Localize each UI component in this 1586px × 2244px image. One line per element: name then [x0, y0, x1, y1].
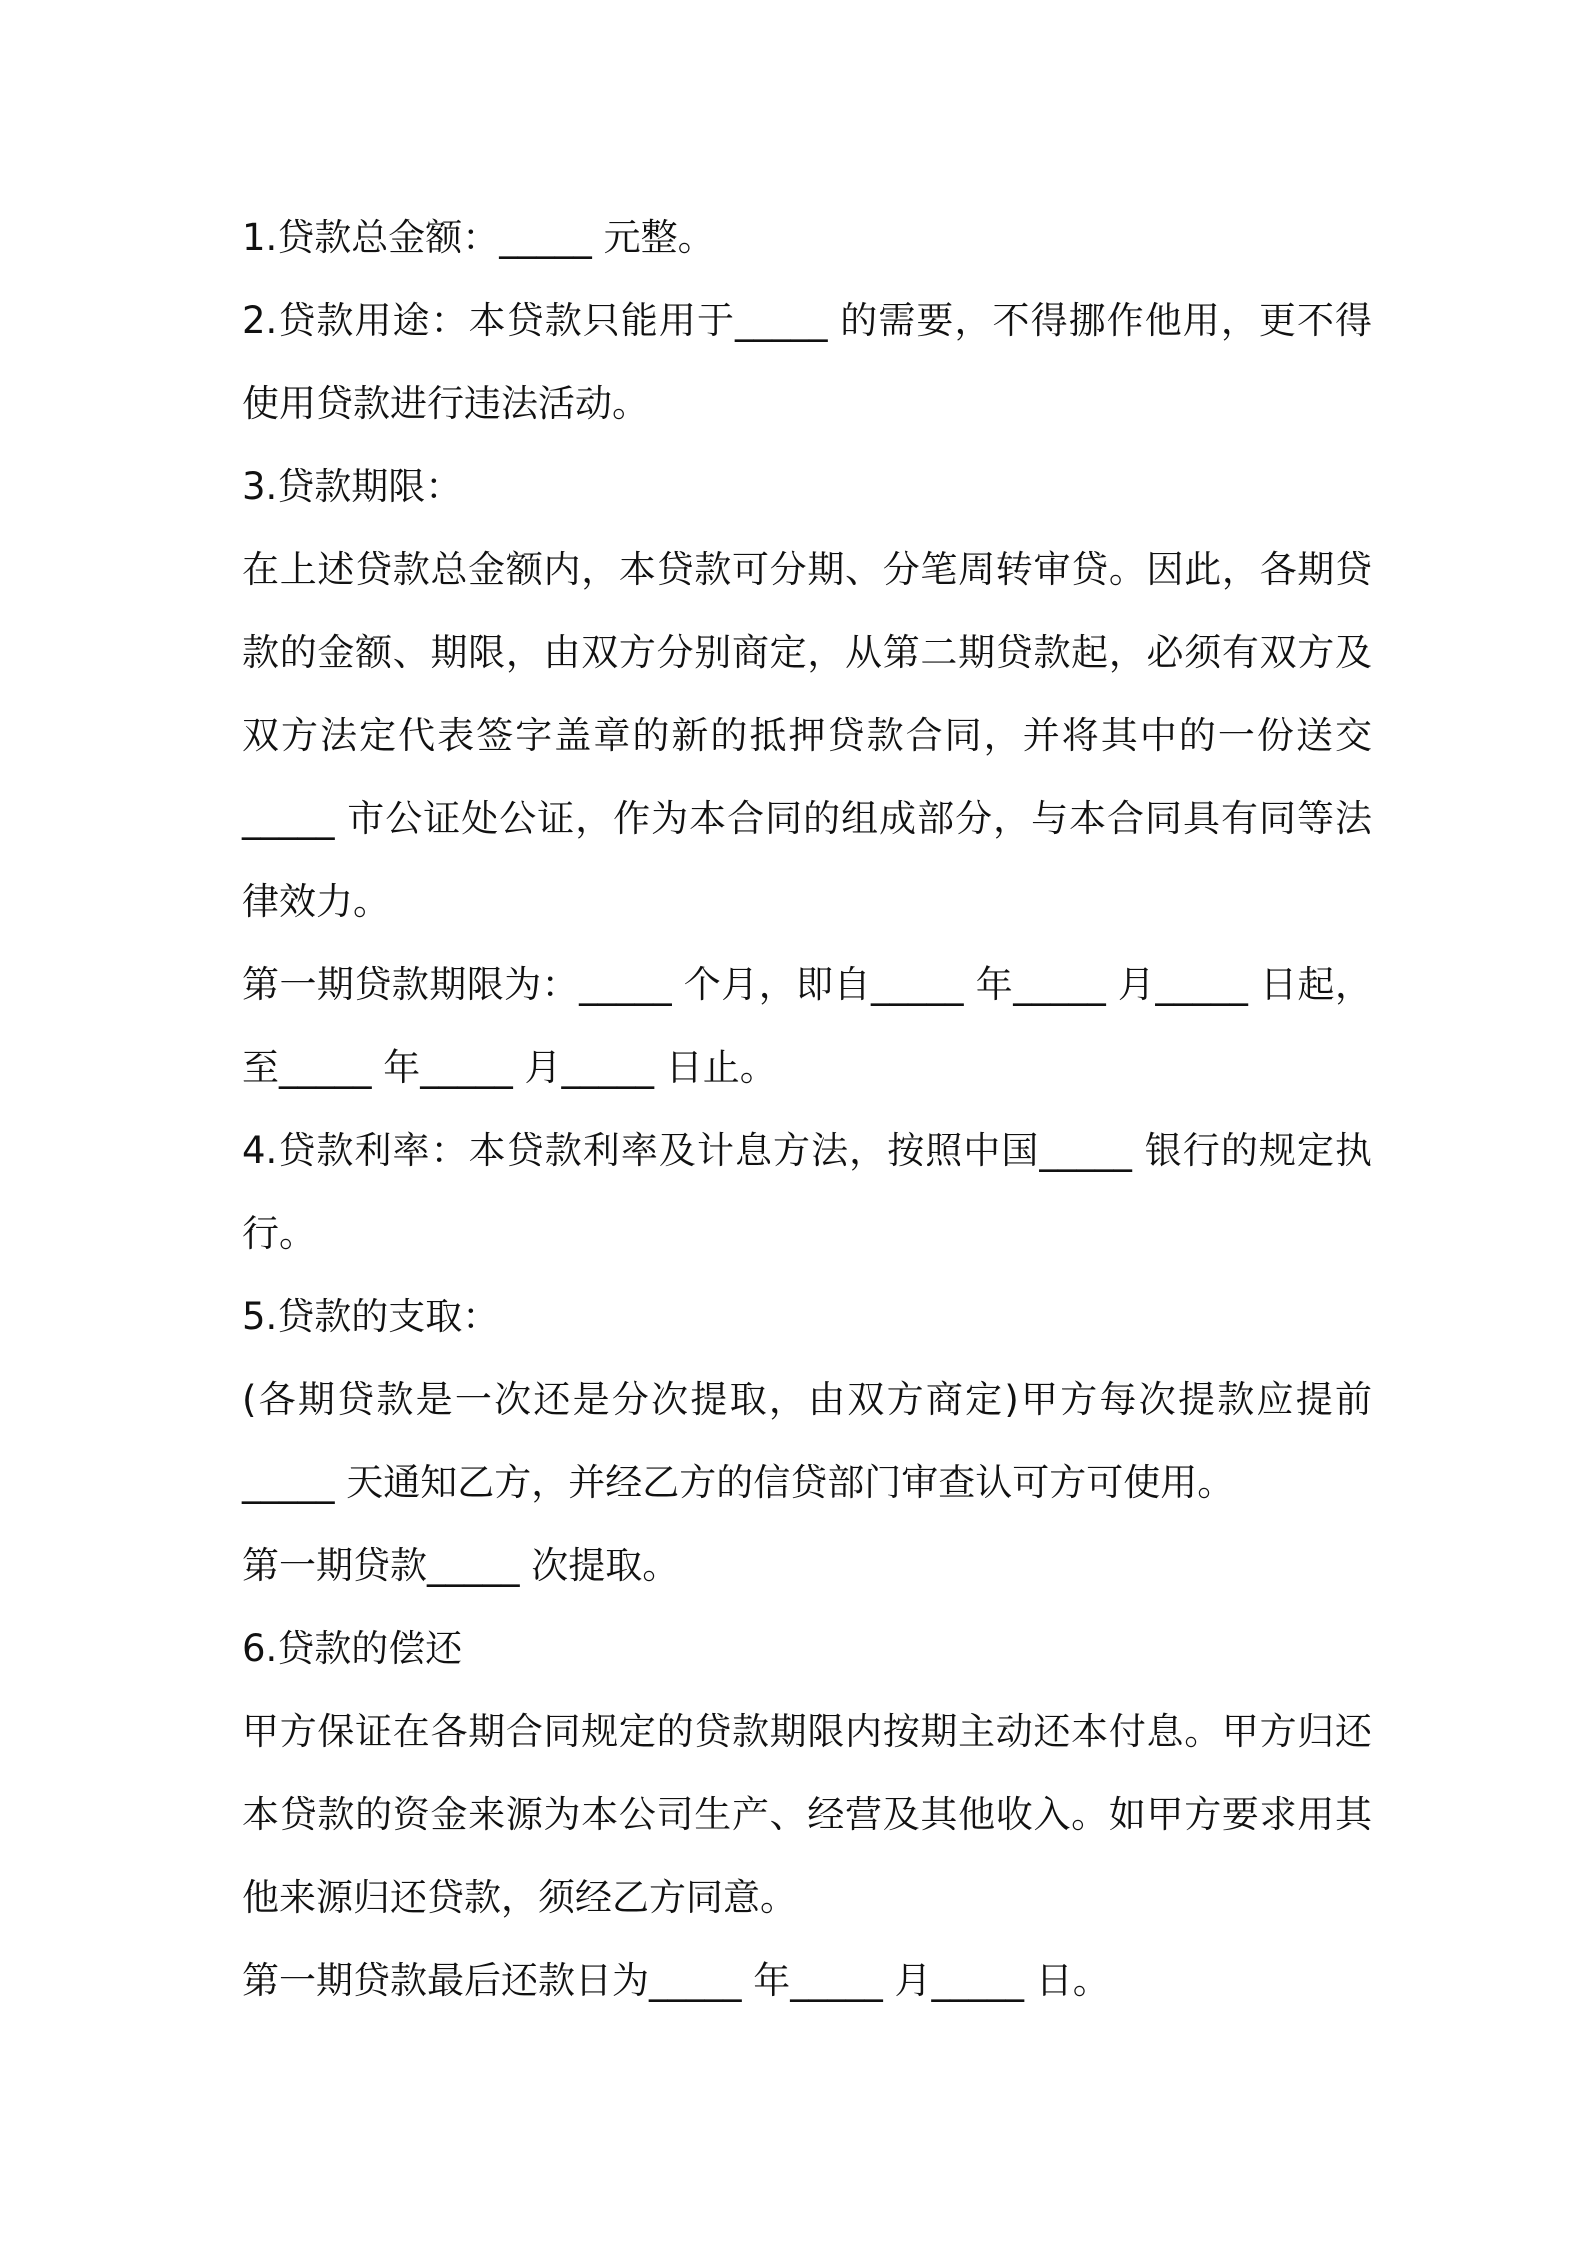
text-line: 1.贷款总金额：_____ 元整。 [242, 216, 715, 259]
text-line: 双方法定代表签字盖章的新的抵押贷款合同，并将其中的一份送交 [242, 714, 1372, 757]
text-line: 至_____ 年_____ 月_____ 日止。 [242, 1046, 777, 1089]
text-line: _____ 市公证处公证，作为本合同的组成部分，与本合同具有同等法 [242, 797, 1372, 840]
contract-body [242, 196, 1372, 2022]
text-line: 第一期贷款最后还款日为_____ 年_____ 月_____ 日。 [242, 1959, 1110, 2002]
text-line: 他来源归还贷款，须经乙方同意。 [242, 1876, 797, 1919]
text-line: 使用贷款进行违法活动。 [242, 382, 649, 425]
text-line: 甲方保证在各期合同规定的贷款期限内按期主动还本付息。甲方归还 [242, 1710, 1372, 1753]
text-line: 行。 [242, 1212, 316, 1255]
text-line: (各期贷款是一次还是分次提取，由双方商定)甲方每次提款应提前 [242, 1378, 1372, 1421]
text-line: 本贷款的资金来源为本公司生产、经营及其他收入。如甲方要求用其 [242, 1793, 1372, 1836]
text-line: 5.贷款的支取： [242, 1295, 500, 1338]
text-line: _____ 天通知乙方，并经乙方的信贷部门审查认可方可使用。 [242, 1461, 1235, 1504]
text-line: 在上述贷款总金额内，本贷款可分期、分笔周转审贷。因此，各期贷 [242, 548, 1372, 591]
text-line: 2.贷款用途：本贷款只能用于_____ 的需要，不得挪作他用，更不得 [242, 299, 1372, 342]
text-line: 第一期贷款_____ 次提取。 [242, 1544, 680, 1587]
text-line: 3.贷款期限： [242, 465, 463, 508]
text-line: 6.贷款的偿还 [242, 1627, 463, 1670]
text-line: 律效力。 [242, 880, 390, 923]
text-line: 第一期贷款期限为：_____ 个月，即自_____ 年_____ 月_____ 日起， [242, 963, 1372, 1006]
text-line: 款的金额、期限，由双方分别商定，从第二期贷款起，必须有双方及 [242, 631, 1372, 674]
text-line: 4.贷款利率：本贷款利率及计息方法，按照中国_____ 银行的规定执 [242, 1129, 1372, 1172]
